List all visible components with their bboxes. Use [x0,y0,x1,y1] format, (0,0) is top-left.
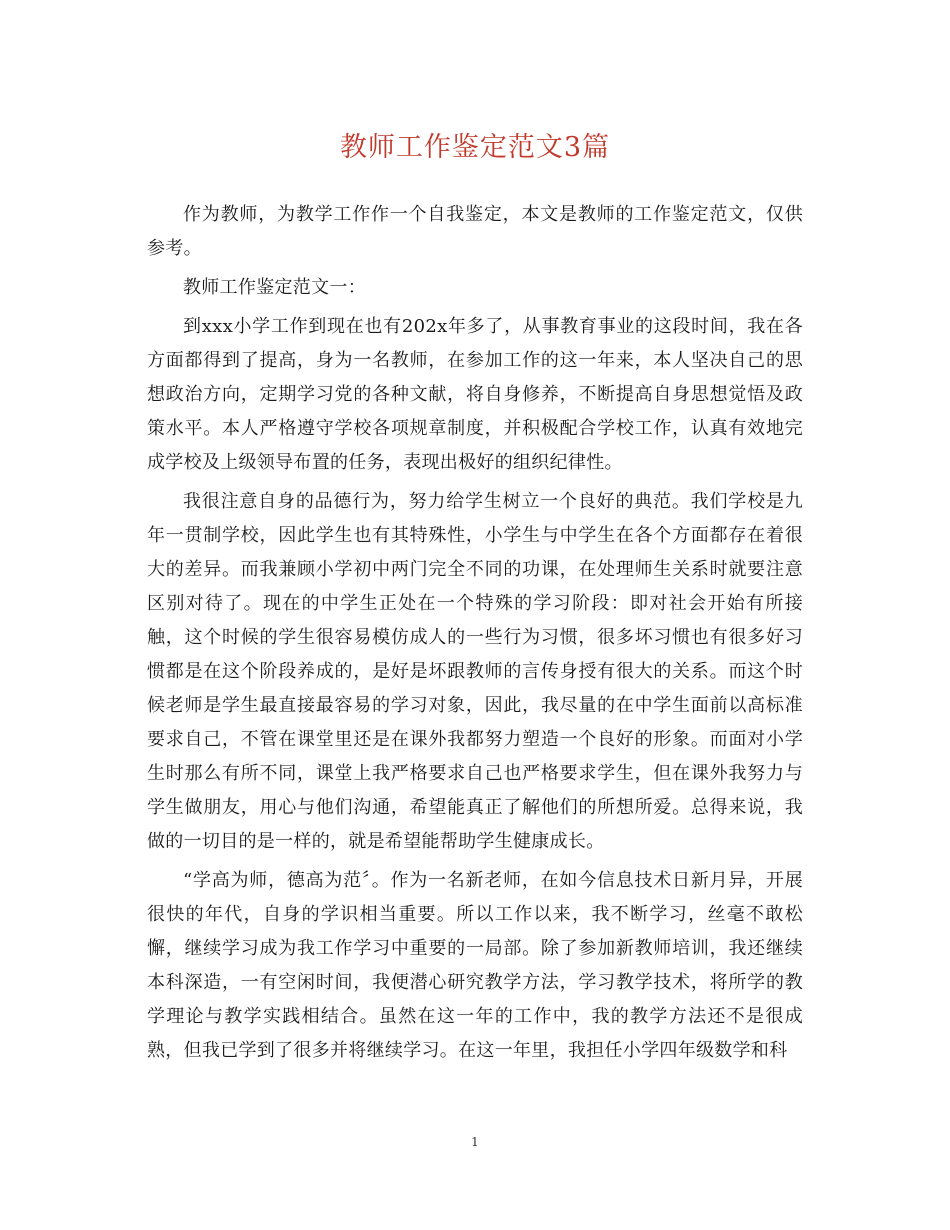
document-title: 教师工作鉴定范文3篇 [339,132,611,163]
paragraph-section-heading: 教师工作鉴定范文一： [183,277,366,298]
paragraph-work-overview: 到xxx小学工作到现在也有202x年多了，从事教育事业的这段时间，我在各方面都得到了提高，身为一名教师，在参加工作的这一年来，本人坚决自己的思想政治方向，定期学习党的各种文献，将自身修养，不断提高自身思想觉悟及政策水平。本人严格遵守学校各项规章制度，并积极配合学校工作，认真有效地完成学校及上级领导布置的任务，表现出极好的组织纪律性。 [147,316,803,473]
document-body [147,198,803,1073]
paragraph-intro: 作为教师，为教学工作作一个自我鉴定，本文是教师的工作鉴定范文，仅供参考。 [147,204,803,259]
page-number: 1 [471,1135,479,1149]
paragraph-moral-conduct: 我很注意自身的品德行为，努力给学生树立一个良好的典范。我们学校是九年一贯制学校，因此学生也有其特殊性，小学生与中学生在各个方面都存在着很大的差异。而我兼顾小学初中两门完全不同的功课，在处理师生关系时就要注意区别对待了。现在的中学生正处在一个特殊的学习阶段：即对社会开始有所接触，这个时候的学生很容易模仿成人的一些行为习惯，很多坏习惯也有很多好习惯都是在这个阶段养成的，是好是坏跟教师的言传身授有很大的关系。而这个时候老师是学生最直接最容易的学习对象，因此，我尽量的在中学生面前以高标准要求自己，不管在课堂里还是在课外我都努力塑造一个良好的形象。而面对小学生时那么有所不同，课堂上我严格要求自己也严格要求学生，但在课外我努力与学生做朋友，用心与他们沟通，希望能真正了解他们的所想所爱。总得来说，我做的一切目的是一样的，就是希望能帮助学生健康成长。 [147,491,803,852]
paragraph-continued-learning: “学高为师，德高为范〞。作为一名新老师，在如今信息技术日新月异，开展很快的年代，自身的学识相当重要。所以工作以来，我不断学习，丝毫不敢松懈，继续学习成为我工作学习中重要的一局部。除了参加新教师培训，我还继续本科深造，一有空闲时间，我便潜心研究教学方法，学习教学技术，将所学的教学理论与教学实践相结合。虽然在这一年的工作中，我的教学方法还不是很成熟，但我已学到了很多并将继续学习。在这一年里，我担任小学四年级数学和科 [147,870,803,1061]
